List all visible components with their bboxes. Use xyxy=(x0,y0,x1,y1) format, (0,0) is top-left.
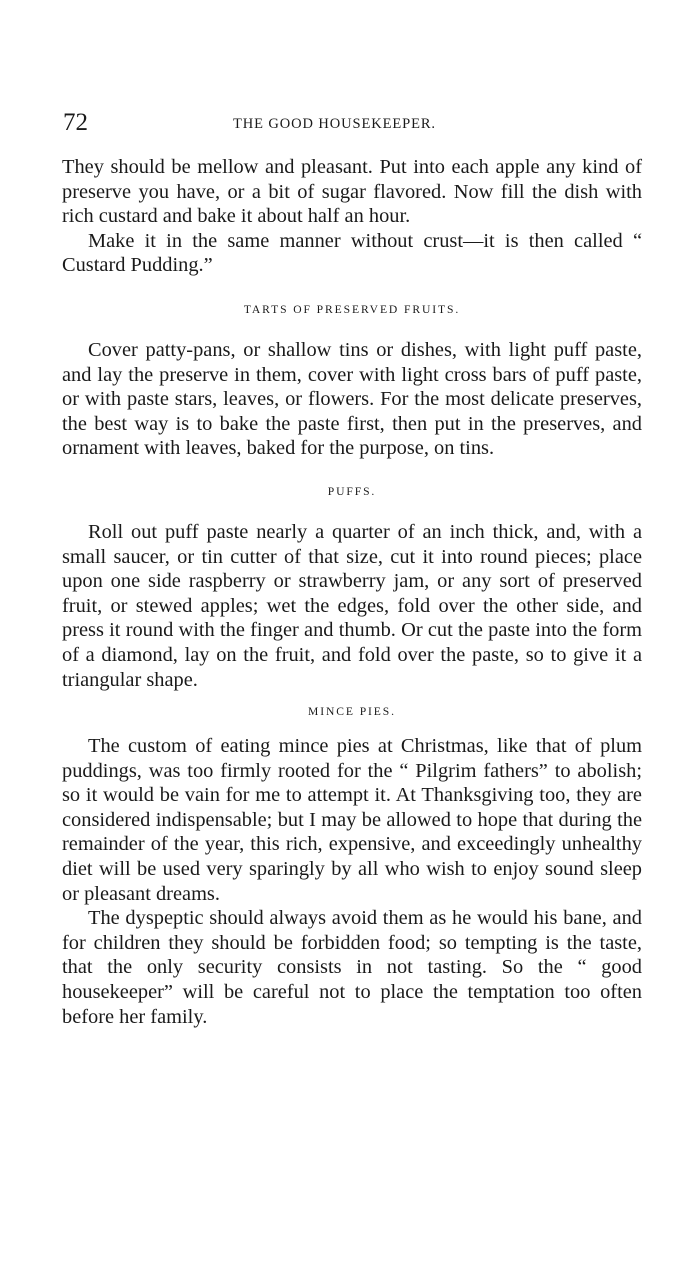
page-number: 72 xyxy=(63,109,88,136)
mince-pies-paragraph-2: The dyspeptic should always avoid them as he would his bane, and for children they should be forbidden food; so tempting is the taste, that the only security consists in not tasting. So the “ good housekeeper” will be careful not to place the temptation too often before her family. xyxy=(62,907,642,1028)
section-heading-tarts: TARTS OF PRESERVED FRUITS. xyxy=(243,302,461,316)
puffs-paragraph: Roll out puff paste nearly a quarter of an inch thick, and, with a small saucer, or tin cutter of that size, cut it into round pieces; place upon one side raspberry or strawberry jam, or any sort of preserved fruit, or stewed apples; wet the edges, fold over the other side, and press it round with the finger and thumb. Or cut the paste into the form of a diamond, lay on the fruit, and fold over the paste, so to give it a triangular shape. xyxy=(62,520,642,691)
intro-paragraph-custard: Make it in the same manner without crust—it is then called “ Custard Pudding.” xyxy=(62,229,642,277)
running-head: THE GOOD HOUSEKEEPER. xyxy=(233,116,436,132)
body-text xyxy=(62,155,642,1029)
section-heading-puffs: PUFFS. xyxy=(327,484,377,498)
section-heading-mince-pies: MINCE PIES. xyxy=(308,705,396,719)
intro-paragraph-continued: They should be mellow and pleasant. Put into each apple any kind of preserve you have, or a bit of sugar flavored. Now fill the dish with rich custard and bake it about half an hour. xyxy=(62,156,642,228)
mince-pies-paragraph-1: The custom of eating mince pies at Christmas, like that of plum puddings, was too firmly rooted for the “ Pilgrim fathers” to abolish; so it would be vain for me to attempt it. At Thanksgiving too, they are considered indispensable; but I may be allowed to hope that during the remainder of the year, this rich, expensive, and exceedingly unhealthy diet will be used very sparingly by all who wish to enjoy sound sleep or pleasant dreams. xyxy=(62,735,642,905)
tarts-paragraph: Cover patty-pans, or shallow tins or dishes, with light puff paste, and lay the preserve in them, cover with light cross bars of puff paste, or with paste stars, leaves, or flowers. For the most delicate preserves, the best way is to bake the paste first, then put in the preserves, and ornament with leaves, baked for the purpose, on tins. xyxy=(62,338,642,460)
page-header xyxy=(63,108,648,138)
